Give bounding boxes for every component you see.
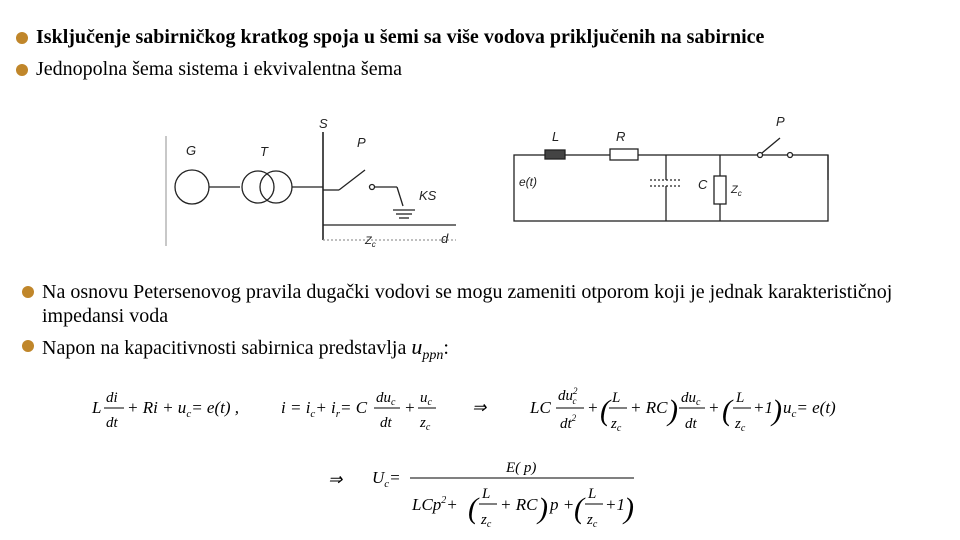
svg-text:+: +: [404, 398, 416, 417]
label-generator: G: [186, 143, 197, 158]
svg-text:L: L: [482, 486, 491, 502]
svg-text:LC: LC: [530, 398, 551, 417]
svg-text:+ Ri + uc= e(t) ,: + $Ri + u_c= e(t)$ ,: [127, 398, 240, 420]
impedance-symbol: [714, 176, 726, 204]
resistor-symbol: [610, 149, 638, 160]
svg-text:uc= e(t): $u_c= e(t)$: [783, 398, 836, 420]
bullet-dot-icon: [16, 32, 28, 44]
bullet-text-2: Jednopolna šema sistema i ekvivalentna šema: [36, 58, 403, 80]
inductor-symbol: [545, 150, 565, 159]
bullet-voltage: [22, 334, 449, 364]
svg-text:): ): [624, 492, 634, 525]
label-impedance: $Z_c$: [365, 235, 376, 249]
svg-text:L: L: [736, 390, 745, 406]
svg-text:i = ic+ ir= C: $i = i_c+ i_r= C$: [281, 398, 368, 420]
svg-text:LCp2+: LCp$^2$+: [412, 495, 458, 514]
svg-text:Uc=: $U_c=$: [372, 468, 401, 490]
label-switch: P: [357, 135, 366, 150]
svg-text:+1: +1: [753, 398, 773, 417]
svg-text:dt: dt: [685, 416, 697, 432]
svg-text:duc: $du_c$: [376, 390, 396, 408]
svg-text:p +: p +: [550, 495, 575, 514]
svg-text:+: +: [587, 398, 599, 417]
svg-text:dt2: $dt^2$: [560, 413, 577, 432]
svg-text:zc: $z_c$: [420, 415, 431, 433]
svg-text:(: (: [468, 492, 478, 525]
bullet-title: [16, 26, 764, 49]
svg-text:+1: +1: [605, 495, 625, 514]
svg-text:): ): [668, 394, 678, 427]
label-inductor: L: [552, 129, 560, 144]
svg-text:dt: dt: [106, 415, 118, 431]
svg-text:⇒: ⇒: [472, 398, 487, 417]
generator-circle: [175, 170, 209, 204]
svg-text:zc: $z_c$: [611, 416, 622, 434]
bullet-text-1: Isključenje sabirničkog kratkog spoja u šemi sa više vodova priključenih na sabirnice: [36, 26, 765, 48]
label-impedance-2: $Z_c$: [731, 184, 742, 198]
equations-block: [91, 386, 836, 530]
bullet-dot-icon: [16, 64, 28, 76]
bullet-schema: [16, 58, 402, 81]
label-resistor: R: [616, 129, 626, 144]
svg-text:(: (: [600, 394, 610, 427]
bullet-petersen: [22, 280, 932, 328]
svg-text:du2c: $du^2$ c: [558, 386, 578, 406]
svg-text:+: +: [708, 398, 720, 417]
svg-text:di: di: [106, 390, 118, 406]
svg-text:): ): [538, 492, 548, 525]
svg-text:⇒: ⇒: [328, 470, 343, 489]
svg-text:zc: $z_c$: [587, 512, 598, 530]
svg-text:+ RC: + RC: [500, 495, 538, 514]
transformer-circle-1: [242, 171, 274, 203]
bullet-text-3: Na osnovu Petersenovog pravila dugački vodovi se mogu zameniti otporom koji je jednak karakterističnoj impedansi voda: [42, 281, 893, 327]
svg-text:L: L: [588, 486, 597, 502]
svg-text:E( p): E( p): [506, 460, 537, 476]
label-line: d: [441, 231, 449, 246]
svg-text:zc: $z_c$: [735, 416, 746, 434]
svg-text:L: L: [92, 398, 102, 417]
svg-text:duc: $du_c$: [681, 390, 701, 408]
svg-text:dt: dt: [380, 415, 392, 431]
label-source: e(t): [519, 175, 537, 189]
svg-text:): ): [772, 394, 782, 427]
svg-text:L: L: [612, 390, 621, 406]
label-capacitor: C: [698, 177, 708, 192]
svg-text:(: (: [574, 492, 584, 525]
bullet-dot-icon: [22, 286, 34, 298]
transformer-circle-2: [260, 171, 292, 203]
svg-text:zc: $z_c$: [481, 512, 492, 530]
equivalent-circuit-frame: [514, 155, 828, 221]
label-transformer: T: [260, 144, 268, 159]
svg-text:+ RC: + RC: [630, 398, 668, 417]
label-short-circuit: KS: [419, 188, 437, 203]
bullet-dot-icon: [22, 340, 34, 352]
label-busbar: S: [319, 116, 328, 131]
label-switch-2: P: [776, 114, 785, 129]
svg-text:uc: $u_c$: [420, 390, 432, 408]
svg-text:(: (: [722, 394, 732, 427]
bullet-text-4: Napon na kapacitivnosti sabirnica predstavlja $u_{ppn}$:: [42, 334, 449, 363]
